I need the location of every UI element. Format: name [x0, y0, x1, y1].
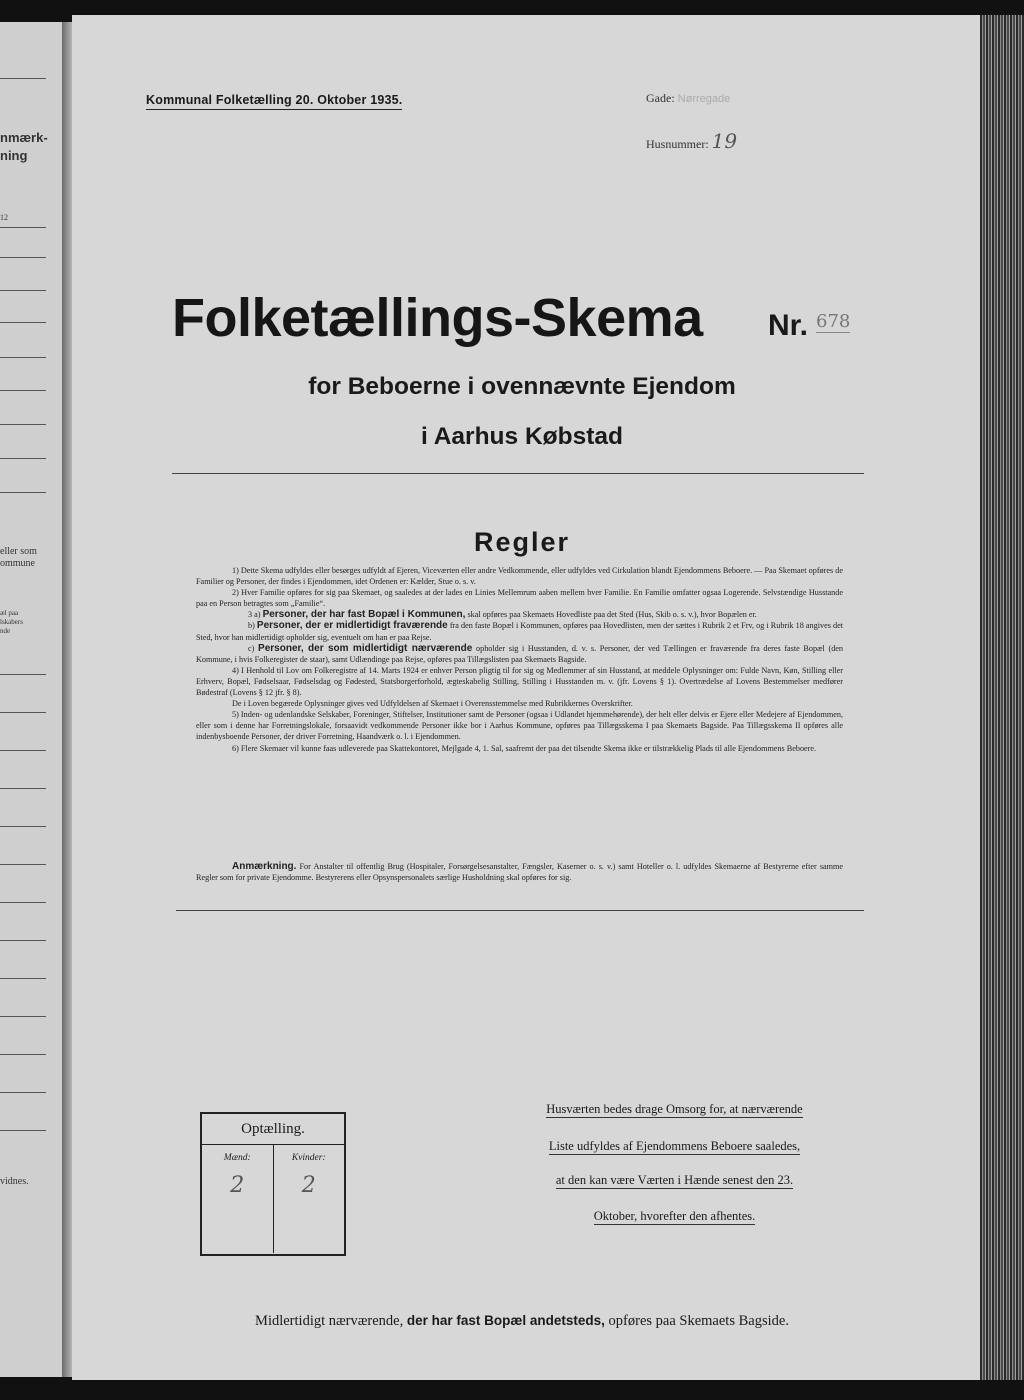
men-column: [202, 1145, 273, 1253]
rule-number: c): [248, 643, 255, 653]
left-page-text: nmærk-: [0, 130, 48, 145]
divider: [0, 864, 46, 865]
divider: [0, 712, 46, 713]
form-subtitle-city: i Aarhus Købstad: [421, 423, 623, 450]
notice-text: at den kan være Værten i Hænde senest den 23.: [555, 1173, 794, 1187]
rule-6: 6) Flere Skemaer vil kunne faas udleverede paa Skattekontoret, Mejlgade 4, 1. Sal, saafremt der paa det tilsendte Skema ikke er tilstrækkelig Plads til alle Ejendommens Beboere.: [232, 743, 817, 753]
divider: [0, 257, 46, 258]
left-page-text: vidnes.: [0, 1176, 29, 1187]
landlord-notice-line: [502, 1209, 847, 1223]
divider: [0, 902, 46, 903]
divider: [0, 78, 46, 79]
landlord-notice-line: [502, 1173, 847, 1187]
rule-number: 3 a): [248, 610, 261, 620]
divider: [0, 357, 46, 358]
left-page-text: nde: [0, 627, 11, 635]
divider: [0, 1130, 46, 1131]
notice-text: Oktober, hvorefter den afhentes.: [593, 1209, 756, 1223]
footer-instruction: [172, 1313, 872, 1330]
notice-text: Husværten bedes drage Omsorg for, at nærværende: [546, 1102, 803, 1116]
rule-3a-heading: Personer, der har fast Bopæl i Kommunen,: [262, 609, 466, 621]
remark-label: Anmærkning.: [232, 861, 297, 872]
rule-2: 2) Hver Familie opføres for sig paa Skemaet, og saaledes at der lades en Linies Mellemrum aaben mellem hver Familie. En Familie omfatter ogsaa Logerende. Selvstændige Husstande paa en Person betragtes som „Familie“.: [196, 588, 843, 609]
rule-4b: De i Loven begærede Oplysninger gives ved Udfyldelsen af Skemaet i Overensstemmelse med Rubrikkernes Overskrifter.: [232, 699, 633, 709]
rule-3c-text: opholder sig i Husstanden, d. v. s. Personer, der ved Tællingen er fraværende fra deres faste Bopæl (den Kommune, i hvis Folkeregister de staar), samt Udlændinge paa Rejse, opføres paa Tillægslisten paa Skemaets Bagside.: [196, 643, 844, 664]
rule-number: b): [248, 621, 255, 631]
count-box: [200, 1112, 346, 1256]
divider: [0, 290, 46, 291]
remark-note: [196, 861, 843, 884]
women-label: Kvinder:: [291, 1153, 326, 1163]
divider: [0, 1016, 46, 1017]
landlord-notice-line: [502, 1139, 847, 1153]
women-count: 2: [301, 1173, 316, 1198]
left-page-text: lskabers: [0, 618, 23, 626]
divider: [0, 1092, 46, 1093]
divider: [0, 940, 46, 941]
street-value: Nørregade: [677, 93, 731, 105]
rule-3a: [196, 609, 843, 620]
divider: [0, 227, 46, 228]
form-subtitle: for Beboerne i ovennævnte Ejendom: [308, 373, 736, 400]
census-form-page: [72, 15, 980, 1380]
women-column: [273, 1145, 345, 1253]
census-header-title: Kommunal Folketælling 20. Oktober 1935.: [146, 93, 402, 110]
divider: [0, 390, 46, 391]
divider: [0, 674, 46, 675]
men-label: Mænd:: [223, 1153, 251, 1163]
rule-3a-text: skal opføres paa Skemaets Hovedliste paa det Sted (Hus, Skib o. s. v.), hvor Bopælen er.: [467, 610, 757, 620]
rules-heading: Regler: [473, 527, 571, 557]
street-label: Gade:: [646, 91, 675, 105]
form-title: Folketællings-Skema: [172, 288, 703, 348]
divider: [172, 473, 864, 474]
house-number-field: [646, 129, 737, 153]
left-page-text: ning: [0, 148, 28, 163]
count-box-title: Optælling.: [202, 1114, 344, 1145]
house-number-value: 19: [711, 129, 738, 153]
house-number-label: Husnummer:: [646, 137, 709, 151]
divider: [176, 910, 864, 911]
remark-text: For Anstalter til offentlig Brug (Hospitaler, Forsørgelsesanstalter, Fængsler, Kaserner o. s. v.) samt Hoteller o. l. udfyldes Skemaerne af Bestyrerne efter samme Regler som for private Ejendomme. Bestyrerens eller Opsynspersonalets særlige Husholdning skal opføres for sig.: [196, 862, 844, 883]
rules-text: [196, 565, 843, 754]
divider: [0, 788, 46, 789]
left-page-text: ommune: [0, 558, 35, 569]
rule-3c: [196, 643, 843, 665]
divider: [0, 750, 46, 751]
rule-1: 1) Dette Skema udfyldes eller besørges udfyldt af Ejeren, Viceværten eller andre Vedkommende, eller udfyldes ved Cirkulation blandt Ejendommens Beboere. — Paa Skemaet opføres de Familier og Personer, der findes i Ejendommen, idet Ordenen er: Kælder, Stue o. s. v.: [196, 566, 843, 587]
footer-text: Midlertidigt nærværende,: [255, 1313, 404, 1329]
rule-3b: [196, 620, 843, 642]
divider: [0, 424, 46, 425]
divider: [0, 1054, 46, 1055]
notice-text: Liste udfyldes af Ejendommens Beboere saaledes,: [548, 1139, 801, 1153]
landlord-notice-line: [502, 1102, 847, 1116]
footer-bold-text: der har fast Bopæl andetsteds,: [406, 1313, 605, 1328]
divider: [0, 492, 46, 493]
left-page-fragment: [0, 22, 62, 1377]
rule-3b-text: fra den faste Bopæl i Kommunen, opføres paa Hovedlisten, men der sættes i Rubrik 2 et Frv, og i Rubrik 18 angives det Sted, hvor han midlertidigt opholder sig, eventuelt om han er paa Rejse.: [196, 621, 844, 642]
left-page-text: 12: [0, 213, 8, 222]
form-number-value: 678: [816, 311, 851, 332]
form-number-label: Nr.: [768, 309, 809, 342]
divider: [0, 826, 46, 827]
page-edges: [980, 15, 1024, 1380]
divider: [0, 322, 46, 323]
book-gutter: [62, 22, 72, 1377]
left-page-text: eller som: [0, 546, 37, 557]
rule-3b-heading: Personer, der er midlertidigt fraværende: [256, 620, 448, 632]
men-count: 2: [230, 1173, 245, 1198]
footer-text: opføres paa Skemaets Bagside.: [608, 1313, 789, 1329]
rule-5: 5) Inden- og udenlandske Selskaber, Foreninger, Stiftelser, Institutioner samt de Personer (ogsaa i Udlandet hjemmehørende), der helt eller delvis er Ejere eller Medejere af Ejendommen, eller som i denne har Forretningslokale, forsaavidt vedkommende Personer ikke bor i Aarhus Kommune, opføres paa Tillægsskema I paa Skemaets Bagside. Paa Tillægsskema II opføres alle indenbysboende Personer, der driver Forretning, Haandværk o. l. i Ejendommen.: [196, 710, 843, 742]
rule-4: 4) I Henhold til Lov om Folkeregistre af 14. Marts 1924 er enhver Person pligtig til for sig og Medlemmer af sin Husstand, at meddele Oplysninger om: Fulde Navn, Køn, Stilling eller Erhverv, Bopæl, Fødselsaar, Fødselsdag og Fødested, Statsborgerforhold, ægteskabelig Stilling, Stilling i Husstanden m. v. (jfr. Lovens § 1). Overtrædelse af Lovens Bestemmelser medfører Bødestraf (Lovens § 12 jfr. § 8).: [196, 665, 843, 698]
divider: [0, 458, 46, 459]
left-page-text: æl paa: [0, 609, 19, 617]
divider: [0, 978, 46, 979]
street-field: [646, 91, 730, 106]
rule-3c-heading: Personer, der som midlertidigt nærværende: [258, 642, 473, 654]
